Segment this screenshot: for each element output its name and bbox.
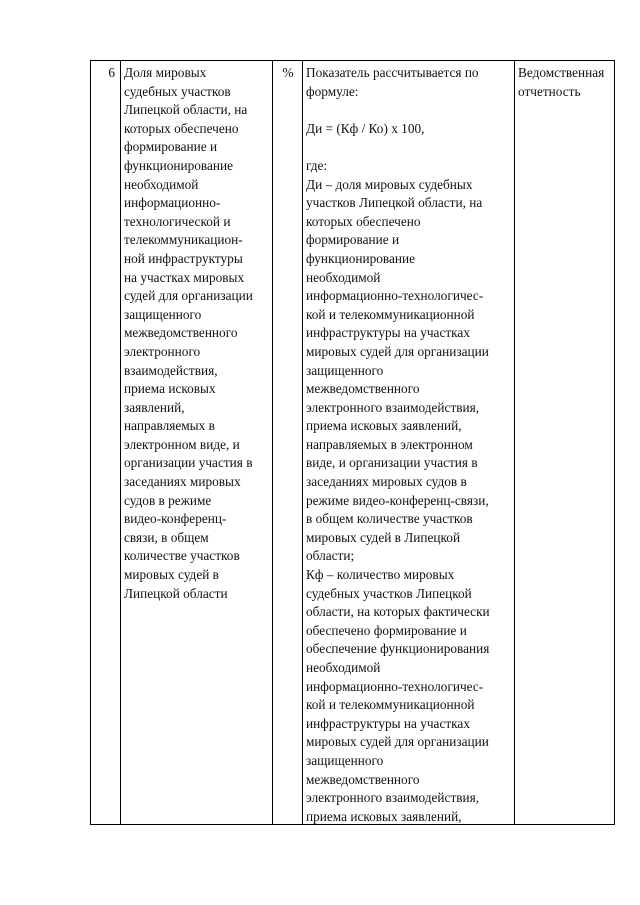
- indicator-line: электронном виде, и: [124, 436, 240, 452]
- method-line: информационно-технологичес-: [306, 678, 484, 694]
- method-line: мировых судей в Липецкой: [306, 529, 461, 545]
- method-line: в общем количестве участков: [306, 511, 473, 527]
- method-line: функционирование: [306, 250, 416, 266]
- method-line: Ди – доля мировых судебных: [306, 176, 473, 192]
- data-source-cell: [518, 64, 613, 101]
- indicator-line: организации участия в: [124, 455, 253, 471]
- row-number: 6: [108, 65, 115, 80]
- indicator-line: ной инфраструктуры: [124, 250, 243, 266]
- calculation-method-cell: [306, 64, 512, 826]
- indicator-line: направляемых в: [124, 418, 215, 434]
- method-line: Кф – количество мировых: [306, 567, 455, 583]
- method-line: электронного взаимодействия,: [306, 790, 480, 806]
- unit-column: [273, 61, 303, 824]
- method-line: режиме видео-конференц-связи,: [306, 492, 489, 508]
- indicator-line: заявлений,: [124, 399, 185, 415]
- method-line: межведомственного: [306, 771, 420, 787]
- method-line: участков Липецкой области, на: [306, 195, 483, 211]
- indicator-line: информационно-: [124, 195, 221, 211]
- indicator-name-cell: [124, 64, 270, 603]
- method-line: Ди = (Кф / Ко) х 100,: [306, 120, 425, 136]
- method-line: области;: [306, 548, 355, 564]
- number-column: [91, 61, 121, 824]
- method-line: электронного взаимодействия,: [306, 399, 480, 415]
- method-line: приема исковых заявлений,: [306, 808, 462, 824]
- method-line: [306, 101, 512, 120]
- indicator-line: которых обеспечено: [124, 120, 239, 136]
- indicator-line: мировых судей в: [124, 567, 219, 583]
- method-line: заседаниях мировых судов в: [306, 474, 467, 490]
- indicator-line: судов в режиме: [124, 492, 212, 508]
- method-line: инфраструктуры на участках: [306, 715, 470, 731]
- indicator-line: функционирование: [124, 157, 234, 173]
- indicator-line: заседаниях мировых: [124, 474, 241, 490]
- method-line: [306, 138, 512, 157]
- indicator-line: связи, в общем: [124, 529, 209, 545]
- indicator-line: судей для организации: [124, 288, 253, 304]
- indicator-line: защищенного: [124, 306, 202, 322]
- indicator-line: необходимой: [124, 176, 199, 192]
- source-line: отчетность: [518, 83, 581, 99]
- unit-cell: %: [282, 65, 294, 80]
- method-line: защищенного: [306, 752, 384, 768]
- indicator-table: [90, 60, 615, 825]
- method-line: обеспечено формирование и: [306, 622, 467, 638]
- method-line: направляемых в электронном: [306, 436, 473, 452]
- indicator-line: межведомственного: [124, 325, 238, 341]
- method-line: обеспечение функционирования: [306, 641, 490, 657]
- indicator-line: Липецкой области: [124, 585, 228, 601]
- method-line: где:: [306, 157, 328, 173]
- indicator-line: Доля мировых: [124, 65, 207, 80]
- method-line: судебных участков Липецкой: [306, 585, 472, 601]
- source-line: Ведомственная: [518, 65, 605, 80]
- indicator-line: телекоммуникацион-: [124, 232, 243, 248]
- indicator-line: количестве участков: [124, 548, 240, 564]
- method-line: мировых судей для организации: [306, 734, 489, 750]
- method-line: защищенного: [306, 362, 384, 378]
- indicator-line: электронного: [124, 343, 201, 359]
- method-line: Показатель рассчитывается по: [306, 65, 479, 80]
- method-line: формуле:: [306, 83, 359, 99]
- method-line: области, на которых фактически: [306, 604, 490, 620]
- method-line: необходимой: [306, 269, 381, 285]
- source-column: [515, 61, 615, 824]
- method-line: виде, и организации участия в: [306, 455, 478, 471]
- method-line: приема исковых заявлений,: [306, 418, 462, 434]
- indicator-line: технологической и: [124, 213, 231, 229]
- indicator-line: на участках мировых: [124, 269, 245, 285]
- indicator-line: формирование и: [124, 139, 218, 155]
- indicator-line: приема исковых: [124, 381, 216, 397]
- method-line: инфраструктуры на участках: [306, 325, 470, 341]
- indicator-line: взаимодействия,: [124, 362, 218, 378]
- method-line: кой и телекоммуникационной: [306, 697, 475, 713]
- indicator-line: судебных участков: [124, 83, 231, 99]
- method-line: информационно-технологичес-: [306, 288, 484, 304]
- method-line: необходимой: [306, 660, 381, 675]
- indicator-column: [121, 61, 273, 824]
- method-line: мировых судей для организации: [306, 343, 489, 359]
- method-line: формирование и: [306, 232, 400, 248]
- indicator-line: видео-конференц-: [124, 511, 227, 527]
- indicator-line: Липецкой области, на: [124, 102, 248, 118]
- method-line: межведомственного: [306, 381, 420, 397]
- method-line: кой и телекоммуникационной: [306, 306, 475, 322]
- method-line: которых обеспечено: [306, 213, 421, 229]
- method-column: [303, 61, 515, 824]
